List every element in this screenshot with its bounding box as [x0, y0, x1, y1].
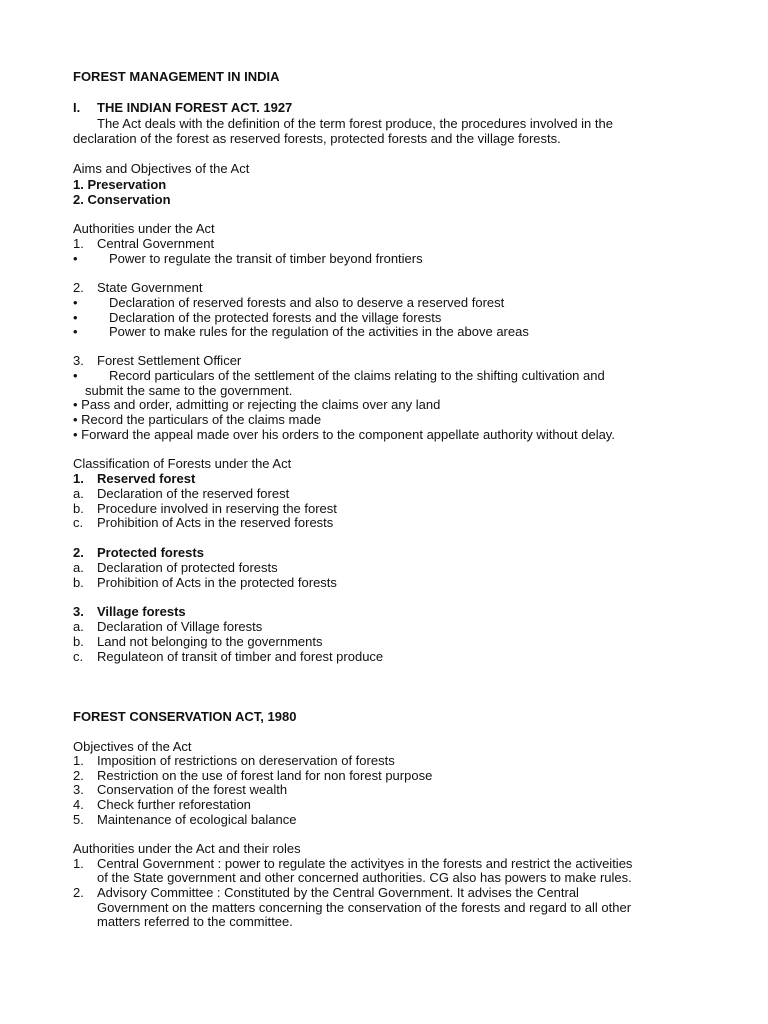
role-advisory: Advisory Committee : Constituted by the Central Government. It advises the Central	[97, 885, 579, 900]
authority-state: State Government	[97, 280, 203, 295]
section-heading-fca: FOREST CONSERVATION ACT, 1980	[73, 709, 297, 724]
list-item: Conservation of the forest wealth	[97, 782, 288, 797]
subheading-reserved: Reserved forest	[97, 471, 196, 486]
list-item: Regulateon of transit of timber and forest produce	[97, 649, 384, 664]
list-letter: a.	[73, 619, 84, 634]
list-number: 2.	[73, 885, 84, 900]
document-title: FOREST MANAGEMENT IN INDIA	[73, 69, 280, 84]
role-central-continued: of the State government and other concerned authorities. CG also has powers to make rules.	[97, 870, 632, 885]
aim-item: 2. Conservation	[73, 192, 171, 207]
list-number: 1.	[73, 236, 84, 251]
list-number: 4.	[73, 797, 84, 812]
subheading-village: Village forests	[97, 604, 186, 619]
list-item-continued: submit the same to the government.	[85, 383, 293, 398]
list-item: Power to make rules for the regulation of the activities in the above areas	[109, 324, 529, 339]
list-item: • Forward the appeal made over his orders to the component appellate authority without delay.	[73, 427, 615, 442]
list-letter: b.	[73, 501, 84, 516]
list-item: Maintenance of ecological balance	[97, 812, 297, 827]
list-item: Check further reforestation	[97, 797, 251, 812]
bullet-icon: •	[73, 310, 78, 325]
section-number: I.	[73, 100, 81, 115]
authority-central: Central Government	[97, 236, 215, 251]
subheading-protected: Protected forests	[97, 545, 204, 560]
aim-item: 1. Preservation	[73, 177, 167, 192]
classification-label: Classification of Forests under the Act	[73, 456, 292, 471]
role-advisory-continued: matters referred to the committee.	[97, 914, 293, 929]
roles-label: Authorities under the Act and their roles	[73, 841, 301, 856]
objectives-label: Objectives of the Act	[73, 739, 192, 754]
list-item: Land not belonging to the governments	[97, 634, 323, 649]
list-number: 2.	[73, 768, 84, 783]
bullet-icon: •	[73, 368, 78, 383]
intro-line: declaration of the forest as reserved forests, protected forests and the village forests.	[73, 131, 561, 146]
list-item: Power to regulate the transit of timber beyond frontiers	[109, 251, 423, 266]
bullet-icon: •	[73, 324, 78, 339]
list-item: Declaration of reserved forests and also to deserve a reserved forest	[109, 295, 505, 310]
list-number: 1.	[73, 471, 84, 486]
list-number: 1.	[73, 753, 84, 768]
list-item: • Pass and order, admitting or rejecting the claims over any land	[73, 397, 441, 412]
list-number: 3.	[73, 353, 84, 368]
section-heading-ifa: THE INDIAN FOREST ACT. 1927	[97, 100, 293, 115]
list-item: Prohibition of Acts in the reserved forests	[97, 515, 334, 530]
authorities-label: Authorities under the Act	[73, 221, 215, 236]
list-letter: c.	[73, 649, 84, 664]
list-letter: b.	[73, 575, 84, 590]
list-item: Declaration of protected forests	[97, 560, 278, 575]
list-item: Declaration of Village forests	[97, 619, 263, 634]
list-item: Declaration of the protected forests and the village forests	[109, 310, 442, 325]
list-item: Imposition of restrictions on dereservation of forests	[97, 753, 395, 768]
list-item: Record particulars of the settlement of the claims relating to the shifting cultivation and	[109, 368, 605, 383]
bullet-icon: •	[73, 251, 78, 266]
authority-officer: Forest Settlement Officer	[97, 353, 242, 368]
list-number: 1.	[73, 856, 84, 871]
list-item: Restriction on the use of forest land for non forest purpose	[97, 768, 433, 783]
bullet-icon: •	[73, 295, 78, 310]
list-number: 3.	[73, 782, 84, 797]
list-letter: b.	[73, 634, 84, 649]
list-number: 3.	[73, 604, 84, 619]
intro-line: The Act deals with the definition of the term forest produce, the procedures involved in the	[97, 116, 613, 131]
list-letter: c.	[73, 515, 84, 530]
list-number: 2.	[73, 545, 84, 560]
list-number: 2.	[73, 280, 84, 295]
list-item: Prohibition of Acts in the protected forests	[97, 575, 337, 590]
aims-label: Aims and Objectives of the Act	[73, 161, 250, 176]
list-item: • Record the particulars of the claims made	[73, 412, 322, 427]
list-item: Procedure involved in reserving the forest	[97, 501, 337, 516]
role-advisory-continued: Government on the matters concerning the conservation of the forests and regard to all other	[97, 900, 632, 915]
list-letter: a.	[73, 486, 84, 501]
list-item: Declaration of the reserved forest	[97, 486, 290, 501]
role-central: Central Government : power to regulate the activityes in the forests and restrict the activeities	[97, 856, 633, 871]
list-letter: a.	[73, 560, 84, 575]
list-number: 5.	[73, 812, 84, 827]
